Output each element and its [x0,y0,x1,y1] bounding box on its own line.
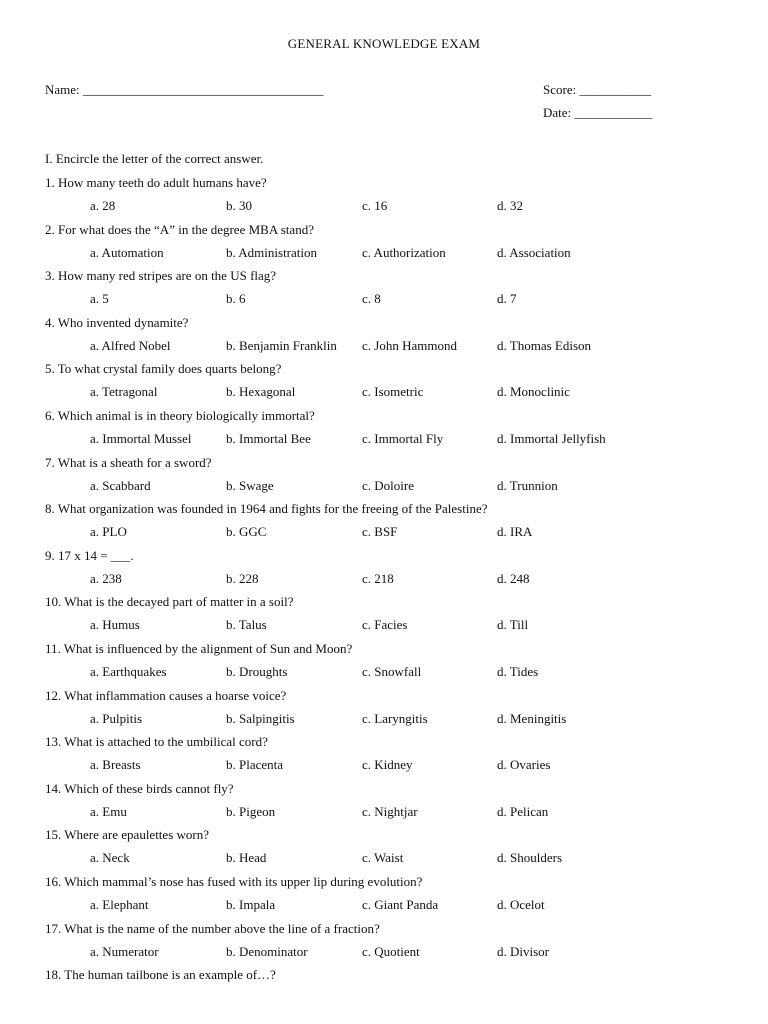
question-text: 10. What is the decayed part of matter in a soil? [45,594,294,610]
answer-option-d[interactable]: d. Pelican [497,803,549,819]
answer-option-b[interactable]: b. 228 [226,570,259,586]
question-item [0,548,768,595]
score-field[interactable]: Score: ___________ [543,82,651,97]
question-item [0,408,768,455]
question-item [0,315,768,362]
answer-option-c[interactable]: c. Waist [362,850,404,866]
answer-option-b[interactable]: b. Benjamin Franklin [226,337,337,353]
answer-option-d[interactable]: d. Divisor [497,943,549,959]
answer-option-d[interactable]: d. Ovaries [497,757,551,773]
answer-option-b[interactable]: b. Hexagonal [226,384,296,400]
question-item [0,501,768,548]
question-item [0,967,768,1014]
answer-option-d[interactable]: d. Thomas Edison [497,337,592,353]
question-text: 12. What inflammation causes a hoarse voice? [45,687,287,703]
answer-option-d[interactable]: d. Shoulders [497,850,562,866]
question-text: 16. Which mammal’s nose has fused with its upper lip during evolution? [45,873,423,889]
answer-option-c[interactable]: c. 218 [362,570,394,586]
answer-option-d[interactable]: d. 248 [497,570,530,586]
answer-option-d[interactable]: d. Immortal Jellyfish [497,430,606,446]
answer-option-a[interactable]: a. Automation [90,244,164,260]
answer-option-d[interactable]: d. Meningitis [497,710,567,726]
answer-option-d[interactable]: d. Ocelot [497,896,545,912]
answer-option-b[interactable]: b. 6 [226,291,246,307]
answer-option-b[interactable]: b. Swage [226,477,274,493]
answer-option-a[interactable]: a. Humus [90,617,140,633]
answer-option-b[interactable]: b. Immortal Bee [226,430,311,446]
section-instruction: I. Encircle the letter of the correct answer. [45,151,264,166]
question-item [0,594,768,641]
question-item [0,874,768,921]
answer-option-d[interactable]: d. Trunnion [497,477,558,493]
name-field[interactable]: Name: _____________________________________ [45,82,324,97]
question-item [0,781,768,828]
answer-option-c[interactable]: c. Giant Panda [362,896,439,912]
question-text: 14. Which of these birds cannot fly? [45,780,234,796]
answer-option-c[interactable]: c. BSF [362,524,398,540]
answer-option-c[interactable]: c. Nightjar [362,803,418,819]
question-text: 9. 17 x 14 = ___. [45,547,134,563]
question-list [0,175,768,1014]
answer-option-d[interactable]: d. 32 [497,198,523,213]
answer-option-b[interactable]: b. Salpingitis [226,710,295,726]
question-text: 18. The human tailbone is an example of…? [45,967,276,983]
date-field[interactable]: Date: ____________ [543,105,653,120]
question-text: 5. To what crystal family does quarts belong? [45,361,282,377]
question-item [0,921,768,968]
answer-option-c[interactable]: c. Kidney [362,757,413,773]
question-text: 17. What is the name of the number above the line of a fraction? [45,920,380,936]
answer-option-a[interactable]: a. Scabbard [90,477,151,493]
answer-option-a[interactable]: a. Immortal Mussel [90,430,192,446]
answer-option-a[interactable]: a. Tetragonal [90,384,158,400]
question-item [0,222,768,269]
answer-option-b[interactable]: b. Pigeon [226,803,276,819]
question-text: 4. Who invented dynamite? [45,314,189,330]
question-item [0,688,768,735]
answer-option-c[interactable]: c. Authorization [362,244,446,260]
question-item [0,641,768,688]
answer-option-a[interactable]: a. PLO [90,524,127,540]
question-text: 2. For what does the “A” in the degree MBA stand? [45,221,314,237]
question-item [0,175,768,222]
question-text: 3. How many red stripes are on the US flag? [45,268,277,284]
answer-option-c[interactable]: c. Immortal Fly [362,430,444,446]
answer-option-b[interactable]: b. Impala [226,896,276,912]
answer-option-c[interactable]: c. Laryngitis [362,710,428,726]
question-item [0,268,768,315]
answer-option-c[interactable]: c. John Hammond [362,337,457,353]
answer-option-d[interactable]: d. Tides [497,663,539,679]
answer-option-c[interactable]: c. Isometric [362,384,424,400]
answer-option-b[interactable]: b. 30 [226,198,252,213]
question-text: 6. Which animal is in theory biologically immortal? [45,407,315,423]
question-item [0,455,768,502]
question-item [0,734,768,781]
question-text: 11. What is influenced by the alignment of Sun and Moon? [45,640,353,656]
answer-option-b[interactable]: b. Droughts [226,663,288,679]
answer-option-a[interactable]: a. Numerator [90,943,159,959]
answer-option-a[interactable]: a. 238 [90,570,122,586]
answer-option-b[interactable]: b. GGC [226,524,267,540]
answer-option-a[interactable]: a. Neck [90,850,130,866]
answer-option-a[interactable]: a. Earthquakes [90,663,167,679]
answer-option-c[interactable]: c. Facies [362,617,408,633]
answer-option-b[interactable]: b. Head [226,850,267,866]
question-text: 15. Where are epaulettes worn? [45,827,209,843]
answer-option-b[interactable]: b. Placenta [226,757,284,773]
answer-option-d[interactable]: d. Monoclinic [497,384,570,400]
answer-option-d[interactable]: d. Association [497,244,571,260]
answer-option-a[interactable]: a. Elephant [90,896,149,912]
answer-option-c[interactable]: c. 8 [362,291,381,307]
answer-option-a[interactable]: a. 28 [90,198,116,213]
question-item [0,827,768,874]
answer-option-a[interactable]: a. Pulpitis [90,710,143,726]
question-text: 13. What is attached to the umbilical cord? [45,734,268,750]
answer-option-d[interactable]: d. 7 [497,291,517,307]
answer-option-d[interactable]: d. IRA [497,524,533,540]
question-text: 7. What is a sheath for a sword? [45,454,212,470]
question-text: 1. How many teeth do adult humans have? [45,175,267,190]
answer-option-b[interactable]: b. Denominator [226,943,308,959]
answer-option-c[interactable]: c. Doloire [362,477,414,493]
answer-option-a[interactable]: a. Emu [90,803,127,819]
answer-option-a[interactable]: a. 5 [90,291,109,307]
answer-option-b[interactable]: b. Talus [226,617,267,633]
answer-option-c[interactable]: c. 16 [362,198,388,213]
answer-option-d[interactable]: d. Till [497,617,529,633]
answer-option-b[interactable]: b. Administration [226,244,317,260]
answer-option-a[interactable]: a. Alfred Nobel [90,337,171,353]
question-item [0,361,768,408]
answer-option-a[interactable]: a. Breasts [90,757,141,773]
exam-title: GENERAL KNOWLEDGE EXAM [287,36,481,51]
answer-option-c[interactable]: c. Quotient [362,943,420,959]
answer-option-c[interactable]: c. Snowfall [362,663,422,679]
question-text: 8. What organization was founded in 1964 and fights for the freeing of the Palestine? [45,501,488,517]
